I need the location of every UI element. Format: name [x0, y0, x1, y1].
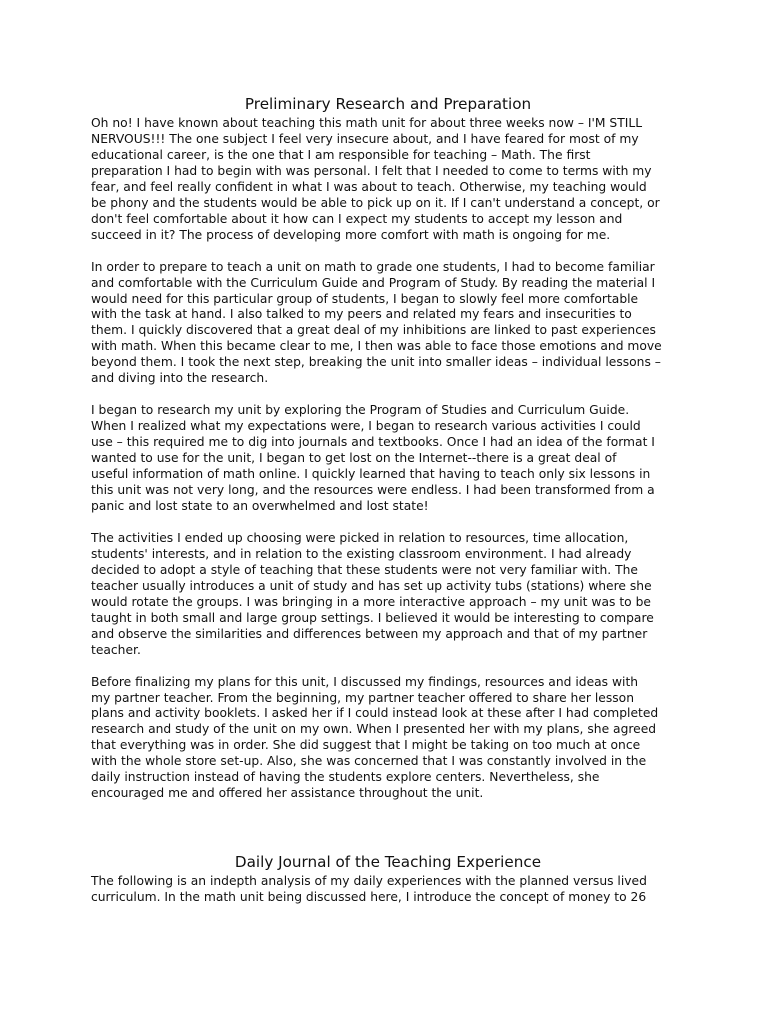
- paragraph: The following is an indepth analysis of my daily experiences with the planned versus lived curriculum. In the math unit being discussed here, I introduce the concept of money to 26: [91, 874, 647, 905]
- section-title-daily-journal: Daily Journal of the Teaching Experience: [234, 853, 542, 872]
- paragraph: In order to prepare to teach a unit on math to grade one students, I had to become familiar and comfortable with the Curriculum Guide and Program of Study. By reading the material I would need for this particular group of students, I began to slowly feel more comfortable with the task at hand. I also talked to my peers and related my fears and insecurities to them. I quickly discovered that a great deal of my inhibitions are linked to past experiences with math. When this became clear to me, I then was able to face those emotions and move beyond them. I took the next step, breaking the unit into smaller ideas – individual lessons – and diving into the research.: [91, 259, 662, 386]
- paragraph: The activities I ended up choosing were picked in relation to resources, time allocation, students' interests, and in relation to the existing classroom environment. I had already decided to adopt a style of teaching that these students were not very familiar with. The teacher usually introduces a unit of study and has set up activity tubs (stations) where she would rotate the groups. I was bringing in a more interactive approach – my unit was to be taught in both small and large group settings. I believed it would be interesting to compare and observe the similarities and differences between my approach and that of my partner teacher.: [91, 530, 654, 657]
- paragraph-spacer: [91, 515, 685, 531]
- paragraph-spacer: [91, 387, 685, 403]
- paragraph: Before finalizing my plans for this unit, I discussed my findings, resources and ideas with my partner teacher. From the beginning, my partner teacher offered to share her lesson plans and activity booklets. I asked her if I could instead look at these after I had completed research and study of the unit on my own. When I presented her with my plans, she agreed that everything was in order. She did suggest that I might be taking on too much at once with the whole store set-up. Also, she was concerned that I was constantly involved in the daily instruction instead of having the students explore centers. Nevertheless, she encouraged me and offered her assistance throughout the unit.: [91, 674, 659, 801]
- document-page: [91, 92, 685, 906]
- section-title-preliminary-research: Preliminary Research and Preparation: [244, 95, 532, 113]
- paragraph-spacer: [91, 244, 685, 260]
- section-spacer: [91, 802, 685, 850]
- paragraph-spacer: [91, 659, 685, 675]
- paragraph: Oh no! I have known about teaching this math unit for about three weeks now – I'M STILL NERVOUS!!! The one subject I feel very insecure about, and I have feared for most of my educational career, is the one that I am responsible for teaching – Math. The first preparation I had to begin with was personal. I felt that I needed to come to terms with my fear, and feel really confident in what I was about to teach. Otherwise, my teaching would be phony and the students would be able to pick up on it. If I can't understand a concept, or don't feel comfortable about it how can I expect my students to accept my lesson and succeed in it? The process of developing more comfort with math is ongoing for me.: [91, 116, 660, 242]
- paragraph: I began to research my unit by exploring the Program of Studies and Curriculum Guide. When I realized what my expectations were, I began to research various activities I could use – this required me to dig into journals and textbooks. Once I had an idea of the format I wanted to use for the unit, I began to get lost on the Internet--there is a great deal of useful information of math online. I quickly learned that having to teach only six lessons in this unit was not very long, and the resources were endless. I had been transformed from a panic and lost state to an overwhelmed and lost state!: [91, 403, 655, 513]
